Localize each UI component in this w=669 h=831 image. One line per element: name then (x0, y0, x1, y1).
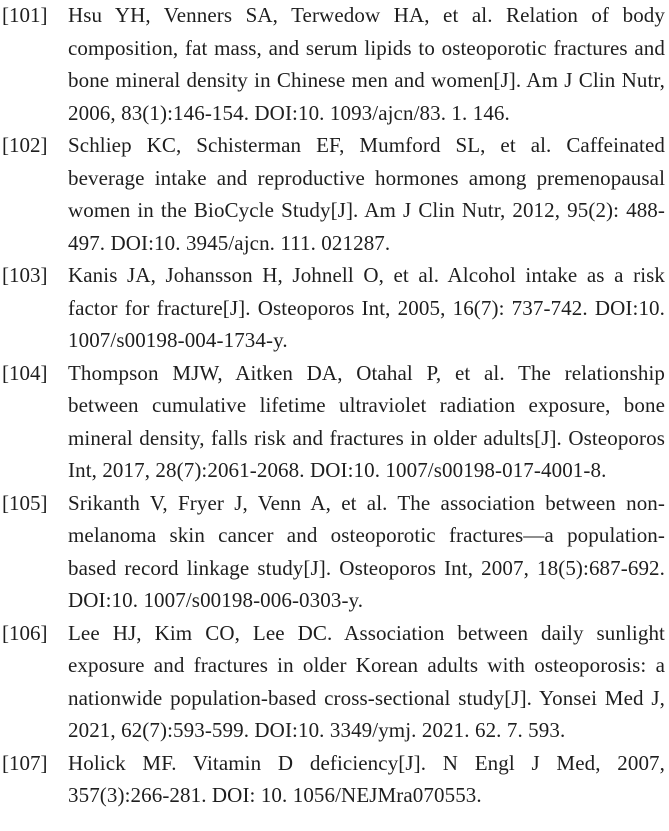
reference-number: [104] (2, 360, 48, 385)
reference-item-101 (2, 0, 665, 129)
reference-item-107 (2, 747, 665, 812)
reference-text: Kanis JA, Johansson H, Johnell O, et al. Alcohol intake as a risk factor for fracture[J]. Osteoporos Int, 2005, 16(7): 737-742. DOI:10. 1007/s00198-004-1734-y. (68, 263, 665, 352)
reference-text: Thompson MJW, Aitken DA, Otahal P, et al. The relationship between cumulative lifetime ultraviolet radiation exposure, bone mineral density, falls risk and fractures in older adults[J]. Osteoporos Int, 2017, 28(7):2061-2068. DOI:10. 1007/s00198-017-4001-8. (68, 360, 665, 482)
reference-item-106 (2, 617, 665, 747)
reference-text: Schliep KC, Schisterman EF, Mumford SL, et al. Caffeinated beverage intake and reproductive hormones among premenopausal women in the BioCycle Study[J]. Am J Clin Nutr, 2012, 95(2): 488-497. DOI:10. 3945/ajcn. 111. 021287. (68, 133, 665, 255)
reference-text: Lee HJ, Kim CO, Lee DC. Association between daily sunlight exposure and fractures in older Korean adults with osteoporosis: a nationwide population-based cross-sectional study[J]. Yonsei Med J, 2021, 62(7):593-599. DOI:10. 3349/ymj. 2021. 62. 7. 593. (68, 620, 665, 742)
reference-number: [103] (2, 263, 48, 287)
reference-item-104 (2, 357, 665, 487)
reference-text: Srikanth V, Fryer J, Venn A, et al. The association between non-melanoma skin cancer and osteoporotic fractures—a population-based record linkage study[J]. Osteoporos Int, 2007, 18(5):687-692. DOI:10. 1007/s00198-006-0303-y. (68, 490, 665, 612)
reference-number: [106] (2, 620, 48, 645)
reference-text: Hsu YH, Venners SA, Terwedow HA, et al. Relation of body composition, fat mass, and serum lipids to osteoporotic fractures and bone mineral density in Chinese men and women[J]. Am J Clin Nutr, 2006, 83(1):146-154. DOI:10. 1093/ajcn/83. 1. 146. (68, 3, 665, 125)
reference-number: [105] (2, 490, 48, 515)
reference-item-105 (2, 487, 665, 617)
reference-number: [101] (2, 3, 48, 27)
reference-list (2, 0, 665, 812)
reference-text: Holick MF. Vitamin D deficiency[J]. N Engl J Med, 2007, 357(3):266-281. DOI: 10. 1056/NEJMra070553. (68, 750, 665, 807)
reference-item-103 (2, 259, 665, 357)
reference-item-102 (2, 129, 665, 259)
reference-number: [107] (2, 750, 48, 775)
reference-number: [102] (2, 133, 48, 157)
